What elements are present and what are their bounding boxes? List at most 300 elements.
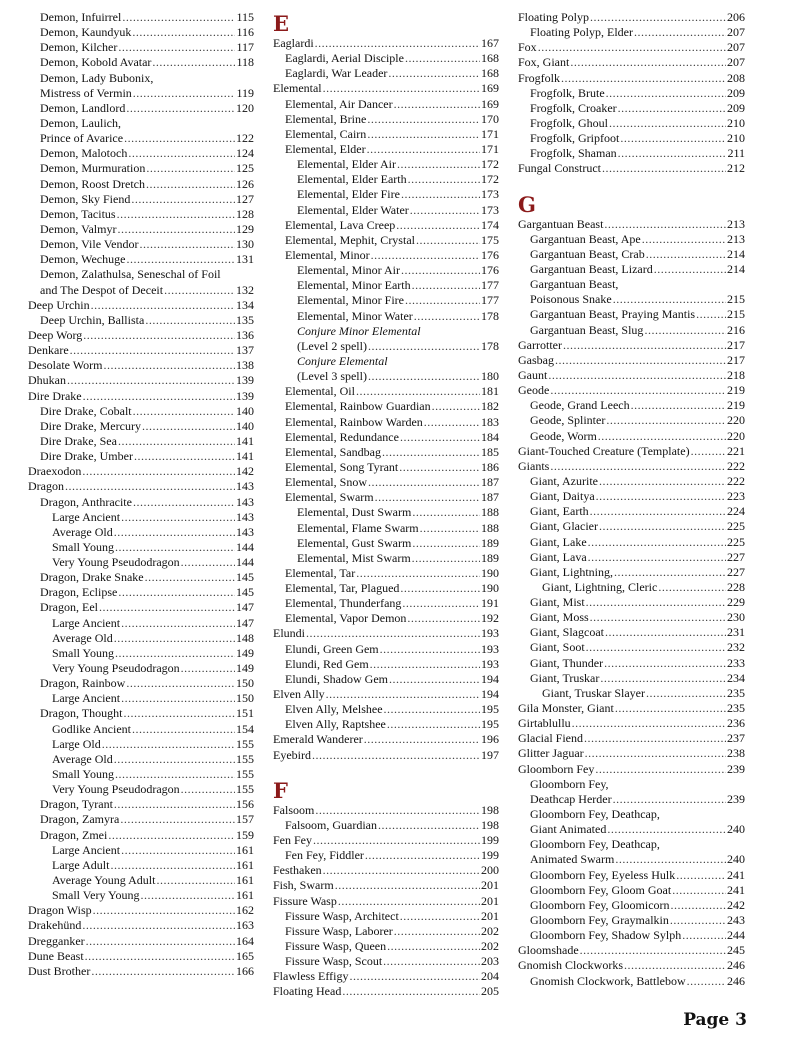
dot-leader [102,737,235,752]
dot-leader [122,10,235,25]
entry-label: Deep Worg [28,327,83,342]
dot-leader [388,66,480,81]
entry-page-number: 155 [236,736,254,751]
dot-leader [93,903,235,918]
dot-leader [126,252,235,267]
dot-leader [118,40,235,55]
index-entry [518,837,745,852]
index-entry [28,873,254,888]
entry-page-number: 169 [481,81,499,96]
index-entry [28,192,254,207]
entry-page-number: 155 [236,767,254,782]
entry-label: Elundi, Green Gem [285,641,379,656]
index-entry [273,687,499,702]
entry-page-number: 242 [727,897,745,912]
entry-label: Average Young Adult [52,873,156,888]
dot-leader [108,828,235,843]
entry-page-number: 194 [481,687,499,702]
entry-page-number: 245 [727,943,745,958]
entry-label: Demon, Infuirrel [40,10,122,24]
index-entry [518,489,745,504]
entry-label: Elemental, Mephit, Crystal [285,232,415,247]
section-letter: F [273,777,288,803]
index-entry [273,732,499,747]
dot-leader [114,631,235,646]
dot-leader [67,373,235,388]
index-entry [518,686,745,701]
dot-leader [83,328,235,343]
dot-leader [642,232,726,247]
entry-label: Gargantuan Beast, [530,277,619,292]
entry-page-number: 209 [727,100,745,115]
index-entry [518,580,745,595]
entry-page-number: 161 [236,873,254,888]
entry-page-number: 155 [236,751,254,766]
entry-label: Giant, Lightning, [530,564,613,579]
entry-page-number: 172 [481,157,499,172]
entry-label: Elemental, Mist Swarm [297,550,411,565]
dot-leader [118,585,235,600]
index-entry [273,369,499,384]
index-entry [28,858,254,873]
dot-leader [400,909,480,924]
entry-page-number: 185 [481,444,499,459]
entry-label: Dregganker [28,933,85,948]
entry-label: Giant, Soot [530,640,585,655]
dot-leader [606,413,726,428]
index-entry [518,55,745,70]
entry-page-number: 141 [236,449,254,464]
index-column-2 [273,10,499,1000]
dot-leader [83,389,235,404]
entry-label: Giant, Mist [530,595,585,610]
entry-page-number: 188 [481,505,499,520]
index-entry [28,343,254,358]
entry-page-number: 165 [236,948,254,963]
dot-leader [387,939,480,954]
dot-leader [367,112,480,127]
entry-page-number: 217 [727,337,745,352]
dot-leader [371,248,480,263]
index-entry [273,66,499,81]
entry-label: Frogfolk [518,70,560,85]
dot-leader [387,717,480,732]
entry-label: Fissure Wasp, Scout [285,954,383,969]
entry-page-number: 235 [727,685,745,700]
index-entry [273,339,499,354]
entry-label: Deathcap Herder [530,791,612,806]
dot-leader [338,894,480,909]
index-entry [273,551,499,566]
index-entry [518,746,745,761]
index-entry [28,631,254,646]
dot-leader [644,323,726,338]
entry-page-number: 176 [481,263,499,278]
dot-leader [590,610,726,625]
entry-label: Giant, Moss [530,610,589,625]
entry-page-number: 230 [727,610,745,625]
index-entry [28,661,254,676]
entry-page-number: 144 [236,539,254,554]
entry-page-number: 236 [727,716,745,731]
entry-page-number: 128 [236,206,254,221]
index-entry [273,51,499,66]
index-entry [518,71,745,86]
dot-leader [407,611,480,626]
entry-page-number: 188 [481,520,499,535]
entry-label: Gloomborn Fey [518,761,595,776]
entry-page-number: 141 [236,433,254,448]
index-entry [518,292,745,307]
dot-leader [572,716,726,731]
index-entry [518,262,745,277]
dot-leader [615,852,726,867]
entry-page-number: 187 [481,490,499,505]
index-entry [518,822,745,837]
index-entry [273,833,499,848]
entry-page-number: 203 [481,954,499,969]
entry-page-number: 126 [236,176,254,191]
entry-label: Elemental, Snow [285,475,367,490]
entry-label: Prince of Avarice [40,131,124,146]
entry-page-number: 190 [481,581,499,596]
index-entry [518,131,745,146]
entry-label: Dragon, Eel [40,600,98,615]
index-entry [28,283,254,298]
entry-label: Giant, Glacier [530,519,598,534]
entry-label: Very Young Pseudodragon [52,555,180,570]
entry-page-number: 196 [481,732,499,747]
dot-leader [696,307,726,322]
dot-leader [600,671,726,686]
entry-label: Elemental, Gust Swarm [297,535,412,550]
entry-label: Elemental, Song Tyrant [285,459,399,474]
entry-page-number: 147 [236,615,254,630]
dot-leader [599,474,726,489]
dot-leader [142,419,235,434]
entry-page-number: 217 [727,352,745,367]
entry-label: Large Ancient [52,842,121,857]
entry-page-number: 156 [236,797,254,812]
dot-leader [103,358,235,373]
entry-label: Gnomish Clockworks [518,958,623,973]
entry-page-number: 150 [236,691,254,706]
dot-leader [114,525,235,540]
index-entry [273,293,499,308]
dot-leader [671,898,726,913]
entry-page-number: 223 [727,489,745,504]
index-entry [273,939,499,954]
entry-label: Demon, Roost Dretch [40,176,145,191]
entry-page-number: 162 [236,903,254,918]
entry-page-number: 207 [727,40,745,55]
index-entry [28,903,254,918]
dot-leader [590,504,726,519]
dot-leader [115,646,235,661]
entry-page-number: 201 [481,908,499,923]
entry-page-number: 220 [727,428,745,443]
entry-label: Giant, Lightning, Cleric [542,579,658,594]
entry-page-number: 199 [481,848,499,863]
index-entry [273,203,499,218]
entry-label: Dragon, Zamyra [40,812,120,827]
entry-page-number: 169 [481,96,499,111]
index-entry [28,10,254,25]
index-entry [518,429,745,444]
entry-label: Giant, Earth [530,504,589,519]
entry-label: Demon, Laulich, [40,115,121,130]
dot-leader [585,746,726,761]
dot-leader [133,86,236,101]
dot-leader [164,283,235,298]
dot-leader [133,495,235,510]
index-entry [28,737,254,752]
index-entry [28,449,254,464]
index-entry [28,404,254,419]
dot-leader [658,580,726,595]
entry-label: Demon, Valmyr [40,221,117,236]
index-entry [28,25,254,40]
entry-page-number: 219 [727,398,745,413]
dot-leader [596,489,726,504]
entry-page-number: 215 [727,307,745,322]
index-entry [28,328,254,343]
index-entry [273,954,499,969]
entry-page-number: 214 [727,261,745,276]
entry-page-number: 232 [727,640,745,655]
index-entry [28,706,254,721]
index-entry [273,324,499,339]
entry-label: Gloomborn Fey, Gloomicorn [530,897,670,912]
dot-leader [152,55,235,70]
entry-label: Elemental, Swarm [285,490,374,505]
dot-leader [595,762,726,777]
entry-page-number: 225 [727,534,745,549]
entry-page-number: 134 [236,297,254,312]
index-entry [273,142,499,157]
dot-leader [424,415,480,430]
index-entry [273,702,499,717]
index-entry [273,521,499,536]
entry-page-number: 187 [481,475,499,490]
entry-page-number: 163 [236,918,254,933]
index-entry [273,445,499,460]
entry-page-number: 239 [727,761,745,776]
entry-page-number: 222 [727,458,745,473]
entry-label: Dune Beast [28,948,84,963]
entry-label: Girtablullu [518,716,571,731]
index-entry [28,964,254,979]
entry-label: Gloomborn Fey, [530,776,609,791]
entry-page-number: 159 [236,827,254,842]
entry-label: Geode, Worm [530,428,597,443]
entry-page-number: 243 [727,913,745,928]
entry-label: Fox [518,40,537,55]
dot-leader [91,964,235,979]
dot-leader [145,570,235,585]
index-entry [28,540,254,555]
dot-leader [405,293,480,308]
index-entry [28,495,254,510]
index-entry [518,307,745,322]
entry-label: Deep Urchin, Ballista [40,312,145,327]
index-entry [273,384,499,399]
entry-page-number: 205 [481,984,499,999]
entry-label: Geode [518,383,550,398]
dot-leader [315,803,480,818]
dot-leader [323,81,480,96]
entry-label: Giant, Truskar [530,670,600,685]
index-entry [518,807,745,822]
entry-page-number: 237 [727,731,745,746]
index-entry [518,444,745,459]
entry-label: and The Despot of Deceit [40,282,164,297]
entry-label: Fox, Giant [518,55,570,70]
index-entry [28,510,254,525]
entry-page-number: 119 [236,85,254,100]
entry-page-number: 189 [481,535,499,550]
entry-label: Giant, Lava [530,549,587,564]
index-entry [273,263,499,278]
dot-leader [672,883,726,898]
entry-page-number: 150 [236,676,254,691]
entry-page-number: 157 [236,812,254,827]
dot-leader [121,510,235,525]
entry-page-number: 167 [481,36,499,50]
index-entry [28,585,254,600]
dot-leader [624,958,726,973]
dot-leader [181,782,235,797]
entry-page-number: 178 [481,338,499,353]
dot-leader [606,86,726,101]
dot-leader [181,661,235,676]
entry-page-number: 224 [727,504,745,519]
index-entry [518,25,745,40]
entry-page-number: 124 [236,146,254,161]
entry-label: Falsoom [273,802,315,817]
entry-label: Emerald Wanderer [273,732,363,747]
index-entry [273,157,499,172]
index-entry [28,373,254,388]
entry-page-number: 201 [481,893,499,908]
index-entry [28,177,254,192]
index-entry [273,399,499,414]
index-entry [28,888,254,903]
entry-page-number: 183 [481,414,499,429]
entry-page-number: 164 [236,933,254,948]
dot-leader [123,706,235,721]
index-entry [28,600,254,615]
index-entry [518,277,745,292]
entry-label: Gargantuan Beast, Lizard [530,261,653,276]
dot-leader [394,924,480,939]
index-entry [28,479,254,494]
dot-leader [118,434,235,449]
entry-page-number: 208 [727,70,745,85]
index-entry [518,928,745,943]
entry-page-number: 177 [481,278,499,293]
index-entry [28,464,254,479]
entry-page-number: 151 [236,706,254,721]
dot-leader [687,974,726,989]
dot-leader [402,596,480,611]
entry-page-number: 213 [727,216,745,231]
entry-label: Elemental, Elder Earth [297,172,407,187]
index-entry [273,924,499,939]
entry-label: Gloomborn Fey, Graymalkin [530,913,669,928]
entry-page-number: 240 [727,852,745,867]
entry-page-number: 225 [727,519,745,534]
index-column-1 [28,10,254,979]
entry-page-number: 240 [727,822,745,837]
dot-leader [382,445,480,460]
index-entry [273,984,499,999]
entry-page-number: 142 [236,464,254,479]
entry-label: Elemental, Tar, Plagued [285,581,400,596]
index-entry [518,10,745,25]
dot-leader [389,672,480,687]
entry-label: Elemental, Cairn [285,126,367,141]
entry-page-number: 193 [481,641,499,656]
dot-leader [378,818,480,833]
index-entry [518,86,745,101]
entry-label: Dragon Wisp [28,903,92,918]
entry-label: Elundi, Shadow Gem [285,671,388,686]
entry-label: Garrotter [518,337,562,352]
entry-page-number: 180 [481,369,499,384]
dot-leader [599,519,726,534]
dot-leader [115,767,235,782]
index-entry [273,505,499,520]
index-entry [28,419,254,434]
index-entry [273,172,499,187]
entry-page-number: 222 [727,473,745,488]
entry-page-number: 181 [481,384,499,399]
entry-label: Gasbag [518,352,554,367]
index-entry [518,368,745,383]
index-entry [273,581,499,596]
index-entry [273,309,499,324]
entry-page-number: 136 [236,327,254,342]
entry-page-number: 115 [236,10,254,24]
dot-leader [349,969,480,984]
index-entry [273,626,499,641]
index-entry [273,490,499,505]
entry-label: Frogfolk, Gripfoot [530,131,620,146]
entry-label: Small Young [52,767,115,782]
entry-label: Elemental, Minor Air [297,263,400,278]
dot-leader [405,51,480,66]
entry-label: Festhaken [273,863,322,878]
entry-page-number: 214 [727,246,745,261]
entry-label: Demon, Wechuge [40,252,126,267]
entry-label: Fen Fey [273,833,312,848]
entry-page-number: 132 [236,282,254,297]
dot-leader [146,161,235,176]
index-entry [273,187,499,202]
entry-label: Fissure Wasp, Laborer [285,923,393,938]
dot-leader [618,101,726,116]
entry-label: Elemental, Redundance [285,429,399,444]
entry-label: Gaunt [518,367,548,382]
index-entry [518,625,745,640]
entry-page-number: 204 [481,969,499,984]
index-entry [28,676,254,691]
dot-leader [383,954,480,969]
dot-leader [691,444,726,459]
section-letter: G [518,191,536,217]
entry-label: Denkare [28,343,69,358]
